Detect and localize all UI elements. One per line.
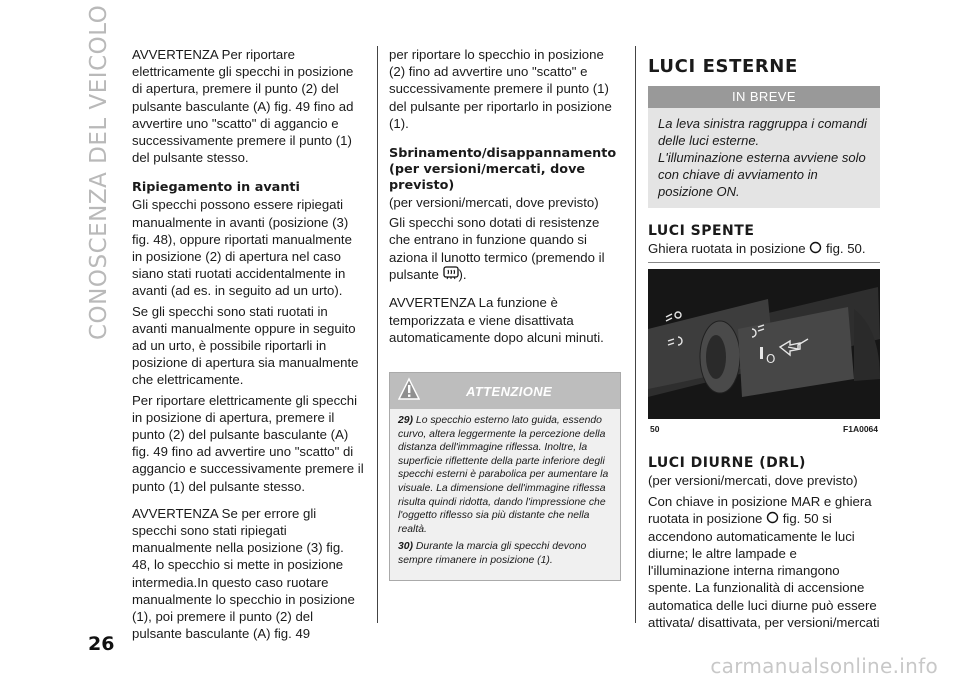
lever-figure [648,269,880,419]
warning-header [390,373,620,409]
column-3 [648,46,880,631]
heading-luci-diurne: LUCI DIURNE (DRL) [648,455,806,472]
paragraph-versioni: (per versioni/mercati, dove previsto) [389,195,599,211]
heading-luci-spente: LUCI SPENTE [648,223,755,239]
heading-ripiegamento: Ripiegamento in avanti [132,180,300,196]
column-1 [132,46,364,653]
heading-luci-esterne: LUCI ESTERNE [648,56,798,77]
figure-top-rule [648,262,880,263]
paragraph-diurne-versioni: (per versioni/mercati, dove previsto) [648,473,858,489]
spente-text: Ghiera ruotata in posizione [648,241,806,256]
warning-item-30 [398,540,612,567]
light-off-circle-icon [809,241,822,258]
site-watermark: carmanualsonline.info [710,654,938,678]
in-breve-header: IN BREVE [648,86,880,108]
resistenze-end: ). [458,266,467,282]
svg-text:O: O [766,352,776,367]
paragraph-avvertenza-3: AVVERTENZA La funzione è temporizzata e viene disattivata automaticamente dopo alcuni minuti. [389,295,604,345]
warning-triangle-icon [398,377,420,407]
spente-fig-ref: fig. 50. [825,241,866,256]
paragraph-ripiegamento: Gli specchi possono essere ripiegati manualmente in avanti (posizione (3) fig. 48), oppure riportati manualmente in posizione (2) di apertura nel caso siano stati ruotati accidentalmente in avanti (ad es. in seguito ad un urto). [132,197,352,299]
in-breve-line-1: La leva sinistra raggruppa i comandi delle luci esterne. [658,116,867,148]
figure-code: F1A0064 [843,424,878,435]
warning-item-29 [398,414,612,536]
paragraph-avvertenza-1: AVVERTENZA Per riportare elettricamente gli specchi in posizione di apertura, premere il punto (2) del pulsante basculante (A) fig. 49 fino ad avvertire uno "scatto" di aggancio e successivamente premere il punto (1) del pulsante stesso. [132,47,354,166]
paragraph-continued: per riportare lo specchio in posizione (2) fino ad avvertire uno "scatto" e successivamente premere il punto (1) del pulsante per riportarlo in posizione (1). [389,47,612,131]
resistenze-text: Gli specchi sono dotati di resistenze che entrano in funzione quando si aziona il lunotto termico (premendo il pulsante [389,215,605,282]
light-lever-illustration [648,269,880,419]
warning-box [389,372,621,581]
section-side-title: CONOSCENZA DEL VEICOLO [86,4,112,340]
column-divider-1 [377,46,378,623]
figure-caption [648,421,880,438]
heading-sbrinamento: Sbrinamento/disappannamento (per versioni/mercati, dove previsto) [389,146,617,194]
warning-title: ATTENZIONE [466,384,553,400]
figure-number: 50 [650,424,660,435]
paragraph-diurne [648,493,880,632]
in-breve-body [648,108,880,208]
warning-item-text: Durante la marcia gli specchi devono sempre rimanere in posizione (1). [398,541,587,566]
paragraph-resistenze [389,214,621,284]
warning-item-text: Lo specchio esterno lato guida, essendo curvo, altera leggermente la percezione della distanza dell'immagine riflessa. Inoltre, la superficie riflettente della parte inferiore degli specchi esterni è parabolica per aumentare la visuale. La dimensione dell'immagine riflessa risulta quindi ridotta, dando l'impressione che l'oggetto riflesso sia più distante che nella realtà. [398,415,609,535]
rear-defrost-icon [443,266,459,284]
warning-body [390,409,620,580]
paragraph-spente [648,240,880,258]
column-2 [389,46,621,581]
in-breve-line-2: L'illuminazione esterna avviene solo con chiave di avviamento in posizione ON. [658,150,866,199]
paragraph-ruotati: Se gli specchi sono stati ruotati in avanti manualmente oppure in seguito ad un urto, è possibile riportarli in posizione di apertura sia manualmente che elettricamente. [132,303,359,388]
page-number: 26 [88,633,115,655]
paragraph-riportare: Per riportare elettricamente gli specchi in posizione di apertura, premere il punto (2) del pulsante basculante (A) fig. 49 fino ad avvertire uno "scatto" di aggancio e successivamente premere il punto (1) del pulsante stesso. [132,392,364,494]
column-divider-2 [635,46,636,623]
warning-item-number: 30) [398,541,414,553]
warning-item-number: 29) [398,415,414,427]
diurne-text-a: Con chiave in posizione MAR e ghiera ruotata in posizione [648,493,872,526]
light-off-circle-icon [766,511,779,528]
paragraph-avvertenza-2: AVVERTENZA Se per errore gli specchi sono stati ripiegati manualmente nella posizione (3) fig. 48, lo specchio si mette in posizione intermedia.In questo caso ruotare manualmente lo specchio in posizione (1), poi premere il punto (2) del pulsante basculante (A) fig. 49 [132,505,355,642]
diurne-text-b: fig. 50 si accendono automaticamente le luci diurne; le altre lampade e l'illuminazione interna rimangono spente. La funzionalità di accensione automatica delle luci diurne può essere attivata/ disattivata, per versioni/mercati [648,510,880,630]
